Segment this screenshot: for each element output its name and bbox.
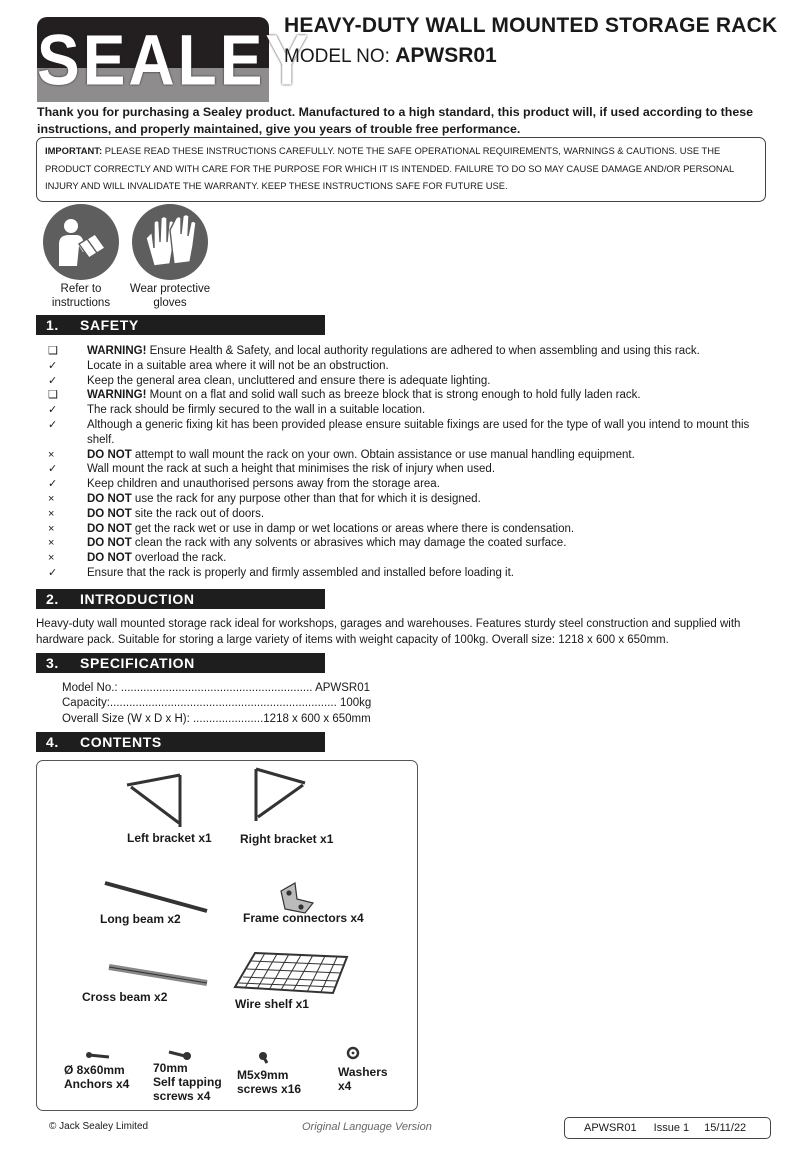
model-label: MODEL NO: bbox=[284, 46, 390, 67]
safety-item-mark: × bbox=[48, 537, 55, 550]
safety-item bbox=[48, 492, 766, 507]
section-introduction-heading: 2. INTRODUCTION bbox=[36, 589, 325, 609]
safety-item bbox=[48, 403, 766, 418]
important-text: PLEASE READ THESE INSTRUCTIONS CAREFULLY. NOTE THE SAFE OPERATIONAL REQUIREMENTS, WARNINGS & CAUTIONS. USE THE PRODUCT CORRECTLY AND WITH CARE FOR THE PURPOSE FOR WHICH IT IS INTENDED. FAILURE TO DO SO MAY CAUSE DAMAGE AND/OR PERSONAL INJURY AND WILL INVALIDATE THE WARRANTY. KEEP THESE INSTRUCTIONS SAFE FOR FUTURE USE. bbox=[45, 145, 734, 191]
safety-item-body: Ensure Health & Safety, and local authority regulations are adhered to when assembling and using this rack. bbox=[146, 345, 700, 357]
section-contents-heading: 4. CONTENTS bbox=[36, 732, 325, 752]
footer-version: Original Language Version bbox=[302, 1121, 432, 1133]
safety-item-mark: × bbox=[48, 522, 55, 535]
safety-item-mark: ✓ bbox=[48, 463, 58, 476]
safety-list bbox=[48, 344, 766, 581]
sealey-logo bbox=[37, 17, 312, 102]
safety-item bbox=[48, 359, 766, 374]
important-label: IMPORTANT: bbox=[45, 145, 103, 156]
safety-item bbox=[48, 374, 766, 389]
safety-item-mark: ✓ bbox=[48, 478, 58, 491]
logo-text: SEALEY bbox=[37, 19, 312, 101]
safety-item bbox=[48, 566, 766, 581]
safety-item-body: Mount on a flat and solid wall such as breeze block that is strong enough to hold fully laden rack. bbox=[146, 389, 641, 402]
safety-item-emphasis: DO NOT bbox=[87, 492, 132, 505]
safety-item-body: attempt to wall mount the rack on your own. Obtain assistance or use manual handling equipment. bbox=[131, 448, 635, 461]
safety-item bbox=[48, 344, 766, 359]
right-bracket-illustration bbox=[256, 769, 305, 821]
safety-item-text bbox=[87, 403, 766, 418]
safety-item-text bbox=[87, 492, 766, 507]
footer-model-issue-box bbox=[564, 1117, 771, 1139]
safety-item-text bbox=[87, 536, 766, 551]
safety-item-emphasis: DO NOT bbox=[87, 552, 132, 565]
self-tapping-screw-illustration bbox=[169, 1052, 191, 1060]
washer-illustration bbox=[348, 1048, 358, 1058]
safety-item-mark: ✓ bbox=[48, 404, 58, 417]
long-beam-illustration bbox=[105, 883, 207, 911]
safety-item-emphasis: DO NOT bbox=[87, 537, 132, 550]
left-bracket-illustration bbox=[127, 775, 180, 827]
safety-item-emphasis: DO NOT bbox=[87, 448, 132, 461]
refer-to-instructions-label: Refer to instructions bbox=[51, 283, 111, 309]
safety-item-mark: ❑ bbox=[48, 389, 58, 402]
safety-item bbox=[48, 522, 766, 537]
safety-item-body: The rack should be firmly secured to the wall in a suitable location. bbox=[87, 404, 426, 417]
safety-item-text bbox=[87, 477, 766, 492]
safety-item-text bbox=[87, 344, 766, 359]
wire-shelf-label: Wire shelf x1 bbox=[235, 997, 309, 1011]
safety-item-text bbox=[87, 507, 766, 522]
spec-capacity: Capacity:....................................................................... 100kg bbox=[62, 697, 372, 710]
wire-shelf-illustration bbox=[235, 953, 347, 993]
safety-item-mark: ✓ bbox=[48, 359, 58, 372]
safety-item-body: site the rack out of doors. bbox=[131, 507, 265, 520]
washers-label: Washers x4 bbox=[338, 1065, 388, 1093]
footer-copyright: © Jack Sealey Limited bbox=[49, 1121, 149, 1132]
safety-item-mark: × bbox=[48, 552, 55, 565]
page-title: HEAVY-DUTY WALL MOUNTED STORAGE RACK bbox=[284, 14, 778, 37]
spec-size: Overall Size (W x D x H): ......................1218 x 600 x 650mm bbox=[62, 712, 371, 725]
safety-item-mark: × bbox=[48, 507, 55, 520]
safety-item-text bbox=[87, 551, 766, 566]
intro-text: Thank you for purchasing a Sealey product. Manufactured to a high standard, this product will, if used according to these instructions, and properly maintained, give you years of trouble free performance. bbox=[37, 105, 753, 136]
section-safety-heading: 1. SAFETY bbox=[36, 315, 325, 335]
protective-gloves-icon bbox=[132, 204, 208, 280]
cross-beam-label: Cross beam x2 bbox=[82, 990, 168, 1004]
safety-item-emphasis: DO NOT bbox=[87, 522, 132, 535]
safety-item-text bbox=[87, 522, 766, 537]
safety-item bbox=[48, 462, 766, 477]
anchors-label: Ø 8x60mm Anchors x4 bbox=[64, 1063, 130, 1091]
safety-item-mark: ✓ bbox=[48, 418, 58, 431]
long-beam-label: Long beam x2 bbox=[100, 912, 181, 926]
safety-item bbox=[48, 418, 766, 448]
safety-item bbox=[48, 536, 766, 551]
section-specification-heading: 3. SPECIFICATION bbox=[36, 653, 325, 673]
footer-issue: Issue 1 bbox=[653, 1122, 690, 1134]
safety-item-body: Ensure that the rack is properly and firmly assembled and installed before loading it. bbox=[87, 566, 515, 579]
safety-item-emphasis: DO NOT bbox=[87, 507, 132, 520]
safety-item-body: use the rack for any purpose other than that for which it is designed. bbox=[131, 492, 481, 505]
frame-connectors-label: Frame connectors x4 bbox=[243, 911, 364, 925]
safety-item-body: Wall mount the rack at such a height that minimises the risk of injury when used. bbox=[87, 463, 496, 476]
safety-item-text bbox=[87, 418, 766, 448]
safety-item-text bbox=[87, 388, 766, 403]
safety-item-body: clean the rack with any solvents or abrasives which may damage the coated surface. bbox=[131, 537, 567, 550]
frame-connector-illustration bbox=[281, 883, 313, 913]
safety-item bbox=[48, 448, 766, 463]
safety-item-body: Keep the general area clean, uncluttered and ensure there is adequate lighting. bbox=[87, 374, 491, 387]
safety-item-text bbox=[87, 374, 766, 389]
contents-box bbox=[36, 760, 418, 1111]
safety-item-body: Keep children and unauthorised persons away from the storage area. bbox=[87, 478, 440, 491]
safety-item-body: overload the rack. bbox=[131, 552, 227, 565]
model-value: APWSR01 bbox=[395, 44, 497, 67]
m5-screws-label: M5x9mm screws x16 bbox=[237, 1068, 302, 1096]
wear-gloves-label: Wear protective gloves bbox=[129, 283, 211, 309]
safety-item-mark: ✓ bbox=[48, 566, 58, 579]
safety-item-mark: ❑ bbox=[48, 345, 58, 357]
footer-model: APWSR01 bbox=[584, 1122, 637, 1134]
important-notice bbox=[36, 137, 766, 202]
safety-item-emphasis: WARNING! bbox=[87, 345, 147, 357]
safety-item bbox=[48, 477, 766, 492]
safety-item-text bbox=[87, 359, 766, 374]
specification-list bbox=[62, 681, 371, 727]
m5-screw-illustration bbox=[259, 1052, 267, 1063]
safety-item-mark: × bbox=[48, 492, 55, 505]
left-bracket-label: Left bracket x1 bbox=[127, 831, 212, 845]
safety-item-mark: ✓ bbox=[48, 374, 58, 387]
safety-item-body: Although a generic fixing kit has been provided please ensure suitable fixings are used for the type of wall you intend to mount this shelf. bbox=[87, 418, 750, 446]
self-tapping-screws-label: 70mm Self tapping screws x4 bbox=[153, 1061, 222, 1103]
safety-item-body: Locate in a suitable area where it will not be an obstruction. bbox=[87, 359, 389, 372]
right-bracket-label: Right bracket x1 bbox=[240, 832, 334, 846]
contents-illustrations bbox=[37, 761, 417, 1110]
footer-date: 15/11/22 bbox=[704, 1122, 747, 1134]
introduction-text: Heavy-duty wall mounted storage rack ideal for workshops, garages and warehouses. Features sturdy steel construction and supplied with hardware pack. Suitable for storing a large variety of items with weight capacity of 100kg. Overall size: 1218 x 600 x 650mm. bbox=[36, 618, 741, 646]
refer-to-instructions-icon bbox=[43, 204, 119, 280]
safety-item bbox=[48, 551, 766, 566]
safety-item-text bbox=[87, 566, 766, 581]
anchor-illustration bbox=[86, 1052, 109, 1058]
safety-item-body: get the rack wet or use in damp or wet locations or areas where there is condensation. bbox=[131, 522, 575, 535]
safety-item-emphasis: WARNING! bbox=[87, 389, 147, 402]
safety-item-text bbox=[87, 462, 766, 477]
safety-item bbox=[48, 507, 766, 522]
model-number bbox=[284, 44, 497, 68]
spec-model: Model No.: ............................................................ APWSR01 bbox=[62, 682, 371, 694]
safety-item bbox=[48, 388, 766, 403]
safety-item-mark: × bbox=[48, 448, 55, 461]
safety-item-text bbox=[87, 448, 766, 463]
